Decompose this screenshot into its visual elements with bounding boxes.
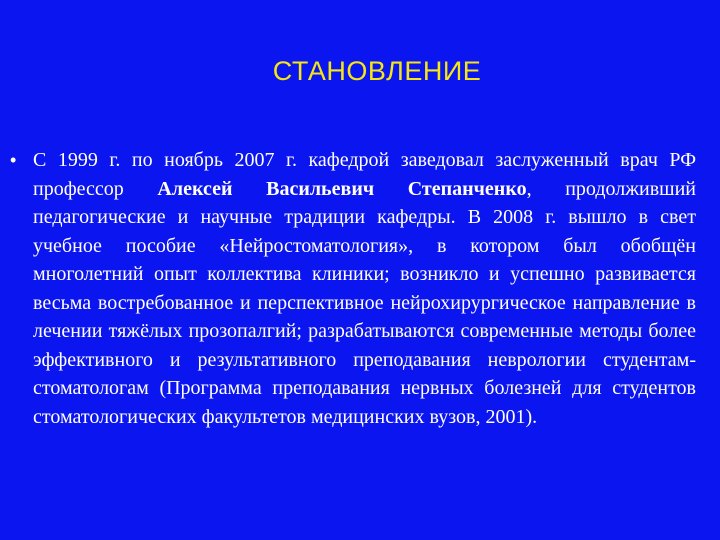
bullet-paragraph: [33, 146, 696, 431]
slide-title: СТАНОВЛЕНИЕ: [272, 56, 482, 86]
paragraph-text-start: С 1999 г. по ноябрь 2007 г. кафедрой заведовал заслуженный врач РФ профессор: [33, 149, 696, 200]
paragraph-text-rest: , продолживший педагогические и научные традиции кафедры. В 2008 г. вышло в свет учебное пособие «Нейростоматология», в котором был обобщён многолетний опыт коллектива клиники; возникло и успешно развивается весьма востребованное и перспективное нейрохирургическое направление в лечении тяжёлых прозопалгий; разрабатываются современные методы более эффективного и результативного преподавания неврологии студентам-стоматологам (Программа преподавания нервных болезней для студентов стоматологических факультетов медицинских вузов, 2001).: [33, 177, 696, 428]
bullet-icon: •: [10, 150, 17, 170]
professor-name: Алексей Васильевич Степанченко: [157, 177, 527, 200]
bullet-item: [10, 146, 696, 431]
